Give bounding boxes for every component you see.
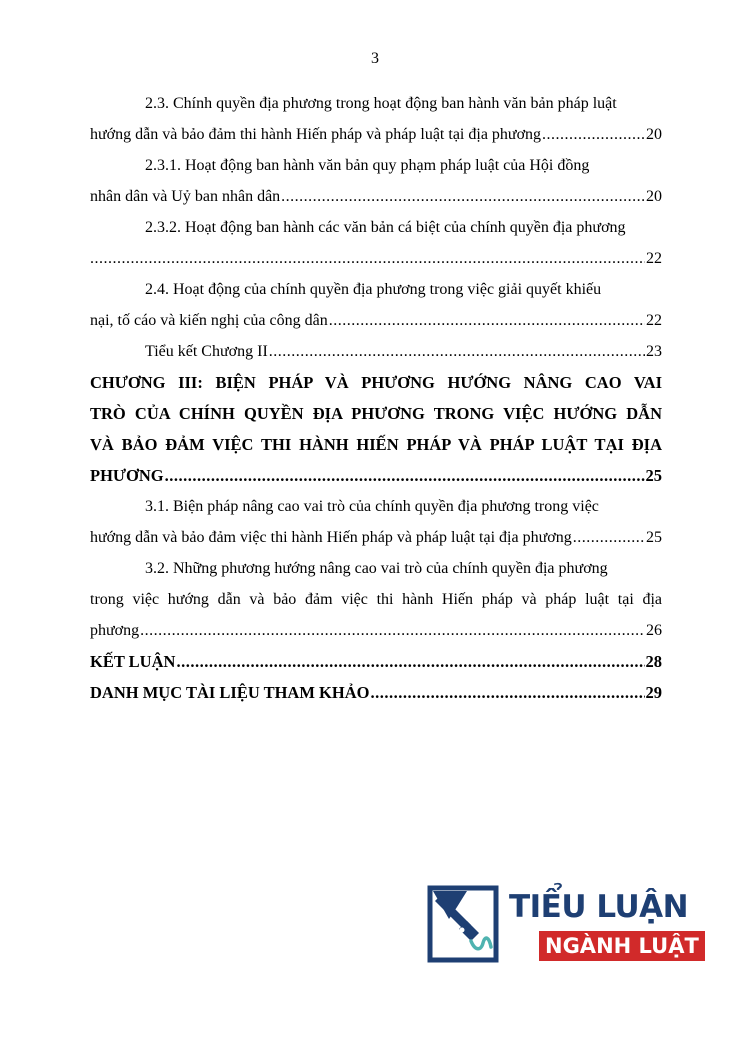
dot-leader — [370, 677, 644, 708]
dot-leader — [329, 305, 645, 336]
toc-entry-text: KẾT LUẬN — [90, 652, 176, 671]
dot-leader — [90, 243, 645, 274]
toc-entry-text: CHƯƠNG III: BIỆN PHÁP VÀ PHƯƠNG HƯỚNG NÂNG CAO VAI — [90, 373, 662, 392]
dot-leader — [281, 181, 645, 212]
toc-entry-2-3-2[interactable] — [90, 212, 662, 274]
toc-entry-line — [90, 460, 662, 491]
dot-leader — [542, 119, 645, 150]
toc-page-number: 25 — [645, 466, 662, 485]
toc-entry-text: nhân dân và Uỷ ban nhân dân — [90, 188, 281, 205]
dot-leader — [165, 460, 645, 491]
toc-entry-text: 3.1. Biện pháp nâng cao vai trò của chính quyền địa phương trong việc — [145, 498, 599, 515]
dot-leader — [573, 522, 645, 553]
toc-entry-line — [90, 522, 662, 553]
toc-entry-text: phương — [90, 622, 140, 639]
dot-leader — [269, 336, 645, 367]
toc-entry-text: PHƯƠNG — [90, 466, 164, 485]
toc-entry-text: hướng dẫn và bảo đảm việc thi hành Hiến pháp và pháp luật tại địa phương — [90, 529, 572, 546]
toc-entry-text: DANH MỤC TÀI LIỆU THAM KHẢO — [90, 683, 370, 702]
toc-entry-line — [90, 305, 662, 336]
toc-entry-text: TRÒ CỦA CHÍNH QUYỀN ĐỊA PHƯƠNG TRONG VIỆC HƯỚNG DẪN — [90, 404, 662, 423]
dot-leader — [176, 646, 644, 677]
logo-title: TIỂU LUẬN — [509, 889, 689, 925]
toc-entry-line — [90, 677, 662, 708]
toc-entry-2-3[interactable] — [90, 88, 662, 150]
toc-entry-summary-chapter-2[interactable] — [90, 336, 662, 367]
toc-entry-line — [90, 646, 662, 677]
toc-entry-2-3-1[interactable] — [90, 150, 662, 212]
toc-page-number: 20 — [646, 188, 662, 205]
page-number: 3 — [371, 50, 379, 67]
toc-entry-text: VÀ BẢO ĐẢM VIỆC THI HÀNH HIẾN PHÁP VÀ PHÁP LUẬT TẠI ĐỊA — [90, 435, 662, 454]
toc-entry-line — [90, 336, 662, 367]
toc-page-number: 20 — [646, 126, 662, 143]
toc-page-number: 22 — [646, 250, 662, 267]
logo-subtitle: NGÀNH LUẬT — [539, 931, 705, 961]
dot-leader — [140, 615, 645, 646]
toc-page-number: 25 — [646, 529, 662, 546]
toc-entry-3-2[interactable] — [90, 553, 662, 646]
toc-entry-text: 2.3. Chính quyền địa phương trong hoạt động ban hành văn bản pháp luật — [145, 95, 617, 112]
toc-entry-text: trong việc hướng dẫn và bảo đảm việc thi hành Hiến pháp và pháp luật tại địa — [90, 591, 662, 608]
toc-entry-line — [90, 119, 662, 150]
toc-entry-references[interactable] — [90, 677, 662, 708]
table-of-contents — [90, 88, 662, 708]
toc-entry-text: 2.3.2. Hoạt động ban hành các văn bản cá biệt của chính quyền địa phương — [145, 219, 626, 236]
toc-page-number: 22 — [646, 312, 662, 329]
toc-entry-3-1[interactable] — [90, 491, 662, 553]
toc-entry-text: hướng dẫn và bảo đảm thi hành Hiến pháp và pháp luật tại địa phương — [90, 126, 542, 143]
toc-page-number: 29 — [645, 683, 662, 702]
toc-entry-text: 2.4. Hoạt động của chính quyền địa phương trong việc giải quyết khiếu — [145, 281, 602, 298]
toc-entry-line — [90, 243, 662, 274]
toc-entry-2-4[interactable] — [90, 274, 662, 336]
toc-entry-text: 3.2. Những phương hướng nâng cao vai trò của chính quyền địa phương — [145, 560, 608, 577]
toc-entry-line — [90, 615, 662, 646]
toc-entry-text: 2.3.1. Hoạt động ban hành văn bản quy phạm pháp luật của Hội đồng — [145, 157, 590, 174]
toc-entry-text: nại, tố cáo và kiến nghị của công dân — [90, 312, 328, 329]
pen-nib-icon — [427, 885, 499, 963]
toc-entry-line — [90, 181, 662, 212]
toc-page-number: 23 — [646, 343, 662, 360]
toc-entry-conclusion[interactable] — [90, 646, 662, 677]
toc-page-number: 26 — [646, 622, 662, 639]
watermark-logo — [427, 885, 699, 965]
toc-entry-text: Tiểu kết Chương II — [145, 343, 268, 360]
toc-entry-chapter-3[interactable] — [90, 367, 662, 491]
toc-page-number: 28 — [645, 652, 662, 671]
